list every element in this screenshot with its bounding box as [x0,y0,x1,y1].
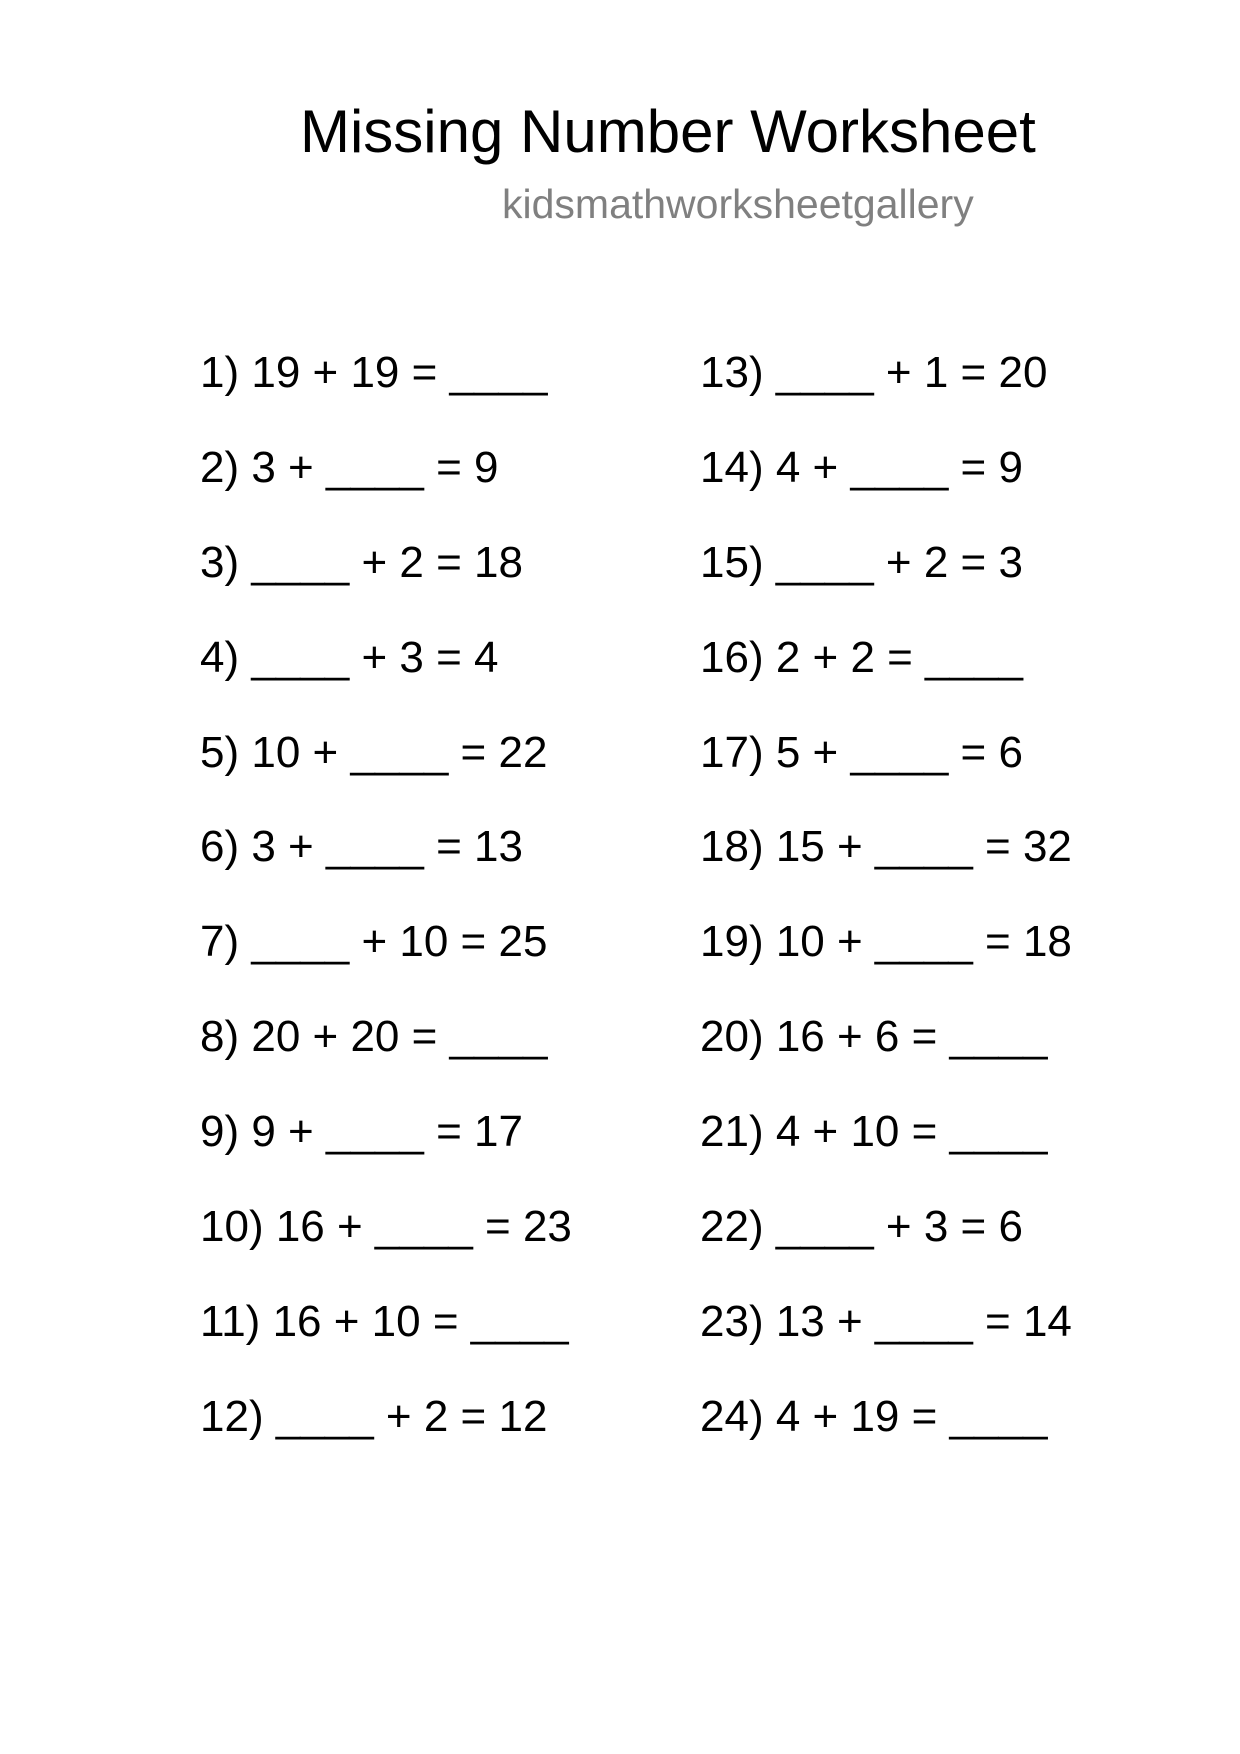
problem-equation: ____ + 2 = 12 [275,1391,548,1441]
problem-item [200,1102,572,1197]
problem-equation: 4 + 10 = ____ [775,1107,1048,1157]
problem-item [700,817,1072,912]
problem-number: 24) [700,1391,764,1441]
problem-equation: ____ + 1 = 20 [775,348,1048,397]
problem-number: 18) [700,822,764,872]
problem-item [200,817,572,912]
problem-number: 9) [200,1107,240,1157]
problem-item [700,1197,1072,1292]
problem-number: 10) [200,1202,264,1252]
problem-column-left [200,343,572,1482]
problem-number: 13) [700,348,764,397]
problem-item [200,1387,572,1482]
problem-equation: 5 + ____ = 6 [775,727,1023,777]
problem-equation: 4 + 19 = ____ [775,1391,1048,1441]
problem-equation: 16 + 10 = ____ [272,1296,569,1346]
problem-number: 20) [700,1012,764,1062]
problem-number: 2) [200,442,240,492]
problem-equation: 20 + 20 = ____ [251,1012,548,1062]
problem-item [200,343,572,438]
problem-item [700,1292,1072,1387]
problem-equation: 19 + 19 = ____ [251,348,548,397]
problem-number: 17) [700,727,764,777]
problem-number: 6) [200,822,240,872]
problem-item [700,912,1072,1007]
problem-number: 12) [200,1391,264,1441]
problem-equation: 10 + ____ = 22 [251,727,548,777]
problem-number: 8) [200,1012,240,1062]
problem-equation: 13 + ____ = 14 [775,1296,1072,1346]
problem-item [700,533,1072,628]
problem-number: 23) [700,1296,764,1346]
problem-equation: 9 + ____ = 17 [251,1107,523,1157]
problem-number: 14) [700,442,764,492]
problem-equation: 15 + ____ = 32 [775,822,1072,872]
problem-item [200,628,572,723]
problem-item [200,533,572,628]
problem-number: 22) [700,1202,764,1252]
problem-equation: ____ + 3 = 6 [775,1202,1023,1252]
problem-number: 1) [200,348,240,397]
problem-item [200,723,572,818]
problem-equation: ____ + 3 = 4 [251,632,499,682]
problem-equation: ____ + 2 = 18 [251,537,523,587]
problem-equation: 16 + 6 = ____ [775,1012,1048,1062]
problem-equation: 3 + ____ = 13 [251,822,523,872]
problem-number: 7) [200,917,240,967]
problem-item [700,1007,1072,1102]
problem-item [200,438,572,533]
problem-number: 5) [200,727,240,777]
problem-number: 3) [200,537,240,587]
problem-equation: 4 + ____ = 9 [775,442,1023,492]
problem-item [700,1387,1072,1482]
problem-item [700,1102,1072,1197]
problem-item [200,1292,572,1387]
problem-item [700,343,1072,438]
problem-number: 11) [200,1296,261,1346]
problem-number: 15) [700,537,764,587]
problem-item [200,1197,572,1292]
problem-item [700,438,1072,533]
problem-item [700,723,1072,818]
problem-number: 4) [200,632,240,682]
problem-equation: 10 + ____ = 18 [775,917,1072,967]
worksheet-title: Missing Number Worksheet [300,98,1036,165]
problem-equation: ____ + 2 = 3 [775,537,1023,587]
problem-equation: 3 + ____ = 9 [251,442,499,492]
problem-column-right [700,343,1072,1482]
problem-number: 21) [700,1107,764,1157]
problem-number: 16) [700,632,764,682]
problem-item [200,1007,572,1102]
problem-item [200,912,572,1007]
problem-equation: 2 + 2 = ____ [775,632,1023,682]
problem-number: 19) [700,917,764,967]
problem-item [700,628,1072,723]
problem-equation: 16 + ____ = 23 [275,1202,572,1252]
problem-equation: ____ + 10 = 25 [251,917,548,967]
worksheet-source-label: kidsmathworksheetgallery [502,181,974,227]
